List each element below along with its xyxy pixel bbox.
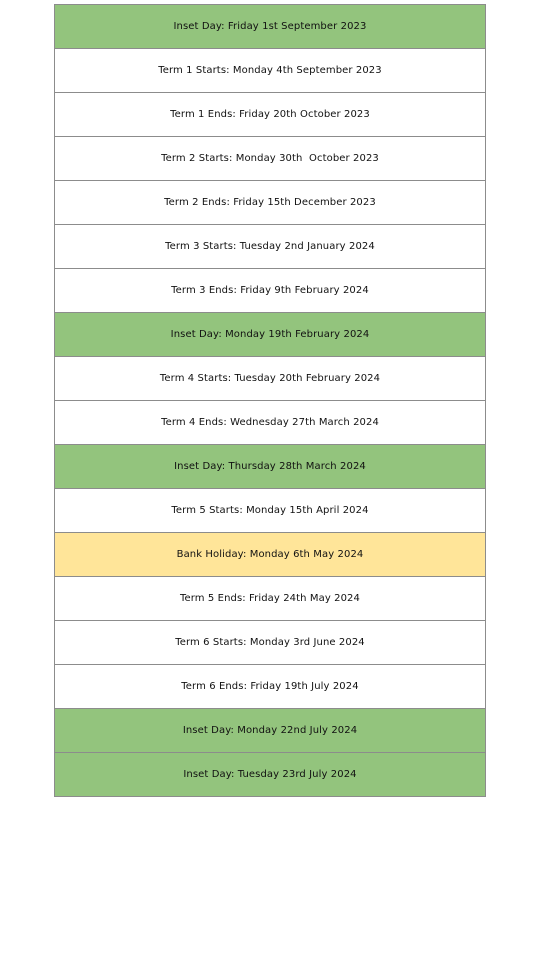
term-date-cell: Term 5 Ends: Friday 24th May 2024 bbox=[55, 577, 486, 621]
term-date-row bbox=[55, 665, 486, 709]
term-date-cell: Term 3 Ends: Friday 9th February 2024 bbox=[55, 269, 486, 313]
term-date-row bbox=[55, 225, 486, 269]
bank-date-row bbox=[55, 533, 486, 577]
term-date-cell: Term 6 Ends: Friday 19th July 2024 bbox=[55, 665, 486, 709]
term-dates-table bbox=[54, 4, 486, 797]
term-date-row bbox=[55, 577, 486, 621]
term-date-row bbox=[55, 181, 486, 225]
inset-date-cell: Inset Day: Tuesday 23rd July 2024 bbox=[55, 753, 486, 797]
inset-date-cell: Inset Day: Monday 19th February 2024 bbox=[55, 313, 486, 357]
term-date-row bbox=[55, 269, 486, 313]
term-date-cell: Term 4 Starts: Tuesday 20th February 2024 bbox=[55, 357, 486, 401]
inset-date-cell: Inset Day: Monday 22nd July 2024 bbox=[55, 709, 486, 753]
term-dates-body bbox=[55, 5, 486, 797]
inset-date-row bbox=[55, 5, 486, 49]
inset-date-row bbox=[55, 313, 486, 357]
inset-date-row bbox=[55, 753, 486, 797]
inset-date-row bbox=[55, 709, 486, 753]
term-date-cell: Term 1 Ends: Friday 20th October 2023 bbox=[55, 93, 486, 137]
term-date-cell: Term 2 Starts: Monday 30th October 2023 bbox=[55, 137, 486, 181]
bank-date-cell: Bank Holiday: Monday 6th May 2024 bbox=[55, 533, 486, 577]
term-date-cell: Term 2 Ends: Friday 15th December 2023 bbox=[55, 181, 486, 225]
term-date-row bbox=[55, 93, 486, 137]
term-date-row bbox=[55, 357, 486, 401]
term-date-row bbox=[55, 401, 486, 445]
term-date-row bbox=[55, 489, 486, 533]
inset-date-row bbox=[55, 445, 486, 489]
term-date-cell: Term 3 Starts: Tuesday 2nd January 2024 bbox=[55, 225, 486, 269]
term-date-row bbox=[55, 621, 486, 665]
term-date-row bbox=[55, 137, 486, 181]
inset-date-cell: Inset Day: Thursday 28th March 2024 bbox=[55, 445, 486, 489]
term-date-cell: Term 1 Starts: Monday 4th September 2023 bbox=[55, 49, 486, 93]
term-date-row bbox=[55, 49, 486, 93]
term-date-cell: Term 5 Starts: Monday 15th April 2024 bbox=[55, 489, 486, 533]
term-date-cell: Term 6 Starts: Monday 3rd June 2024 bbox=[55, 621, 486, 665]
inset-date-cell: Inset Day: Friday 1st September 2023 bbox=[55, 5, 486, 49]
term-date-cell: Term 4 Ends: Wednesday 27th March 2024 bbox=[55, 401, 486, 445]
